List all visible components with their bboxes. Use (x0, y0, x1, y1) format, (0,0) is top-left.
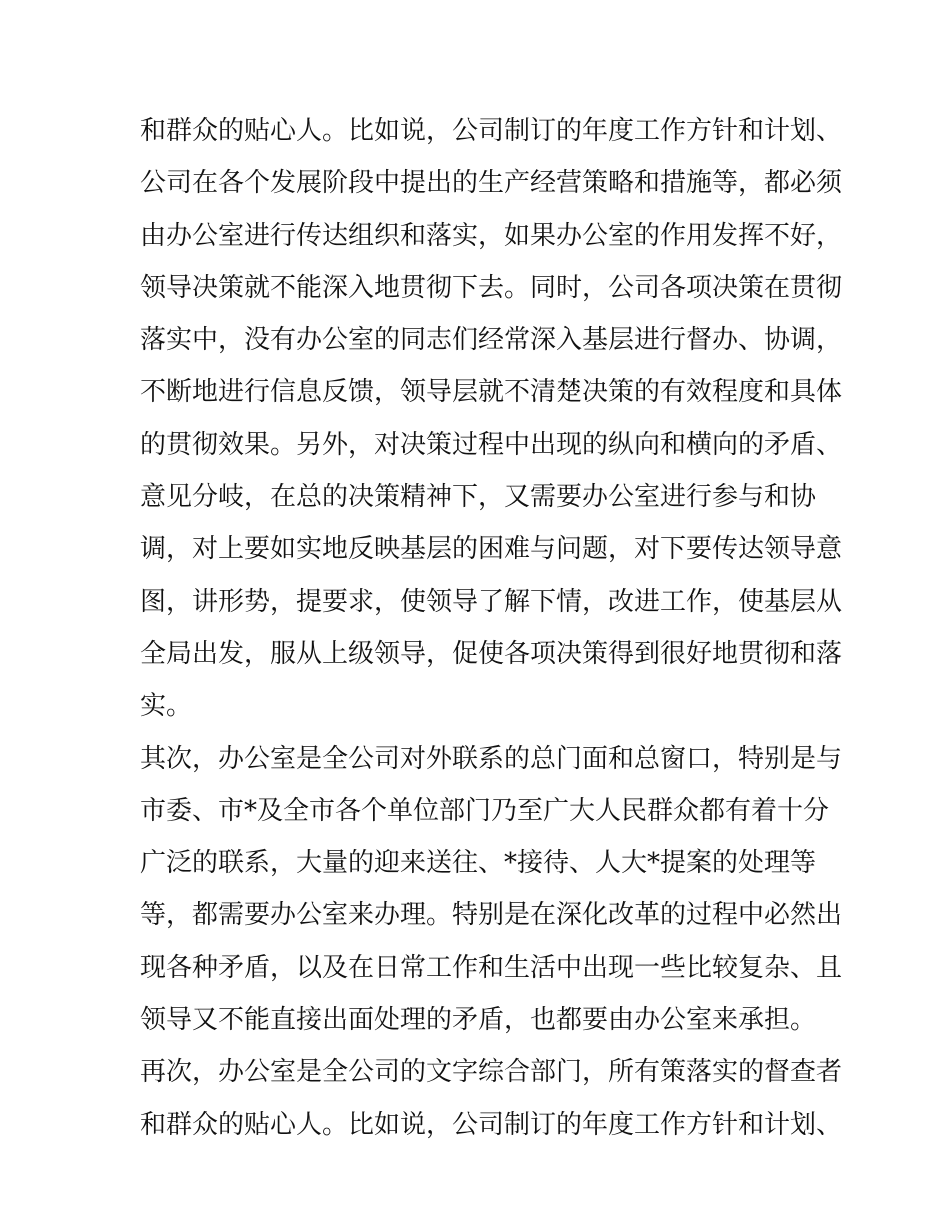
text-line: 和群众的贴心人。比如说，公司制订的年度工作方针和计划、 (140, 1109, 843, 1140)
text-line: 调，对上要如实地反映基层的困难与问题，对下要传达领导意 (140, 534, 843, 565)
text-line: 落实中，没有办公室的同志们经常深入基层进行督办、协调， (140, 325, 843, 356)
text-line: 全局出发，服从上级领导，促使各项决策得到很好地贯彻和落 (140, 638, 843, 669)
text-line: 图，讲形势，提要求，使领导了解下情，改进工作，使基层从 (140, 586, 843, 617)
text-line: 的贯彻效果。另外，对决策过程中出现的纵向和横向的矛盾、 (140, 429, 843, 460)
body-text (140, 105, 843, 1151)
text-line: 再次，办公室是全公司的文字综合部门，所有策落实的督查者 (140, 1057, 843, 1088)
text-line: 由办公室进行传达组织和落实，如果办公室的作用发挥不好， (140, 220, 843, 251)
text-line: 不断地进行信息反馈，领导层就不清楚决策的有效程度和具体 (140, 377, 843, 408)
text-line: 领导又不能直接出面处理的矛盾，也都要由办公室来承担。 (140, 1005, 817, 1036)
text-line: 和群众的贴心人。比如说，公司制订的年度工作方针和计划、 (140, 116, 843, 146)
text-line: 等，都需要办公室来办理。特别是在深化改革的过程中必然出 (140, 900, 843, 931)
text-line: 市委、市*及全市各个单位部门乃至广大人民群众都有着十分 (140, 795, 830, 826)
text-line: 其次，办公室是全公司对外联系的总门面和总窗口，特别是与 (140, 743, 843, 774)
text-line: 广泛的联系，大量的迎来送往、*接待、人大*提案的处理等 (140, 848, 817, 879)
text-line: 意见分岐，在总的决策精神下，又需要办公室进行参与和协 (140, 482, 817, 513)
text-line: 现各种矛盾，以及在日常工作和生活中出现一些比较复杂、且 (140, 952, 843, 983)
text-line: 实。 (140, 691, 193, 722)
text-line: 领导决策就不能深入地贯彻下去。同时，公司各项决策在贯彻 (140, 272, 843, 303)
text-line: 公司在各个发展阶段中提出的生产经营策略和措施等，都必须 (140, 168, 843, 199)
